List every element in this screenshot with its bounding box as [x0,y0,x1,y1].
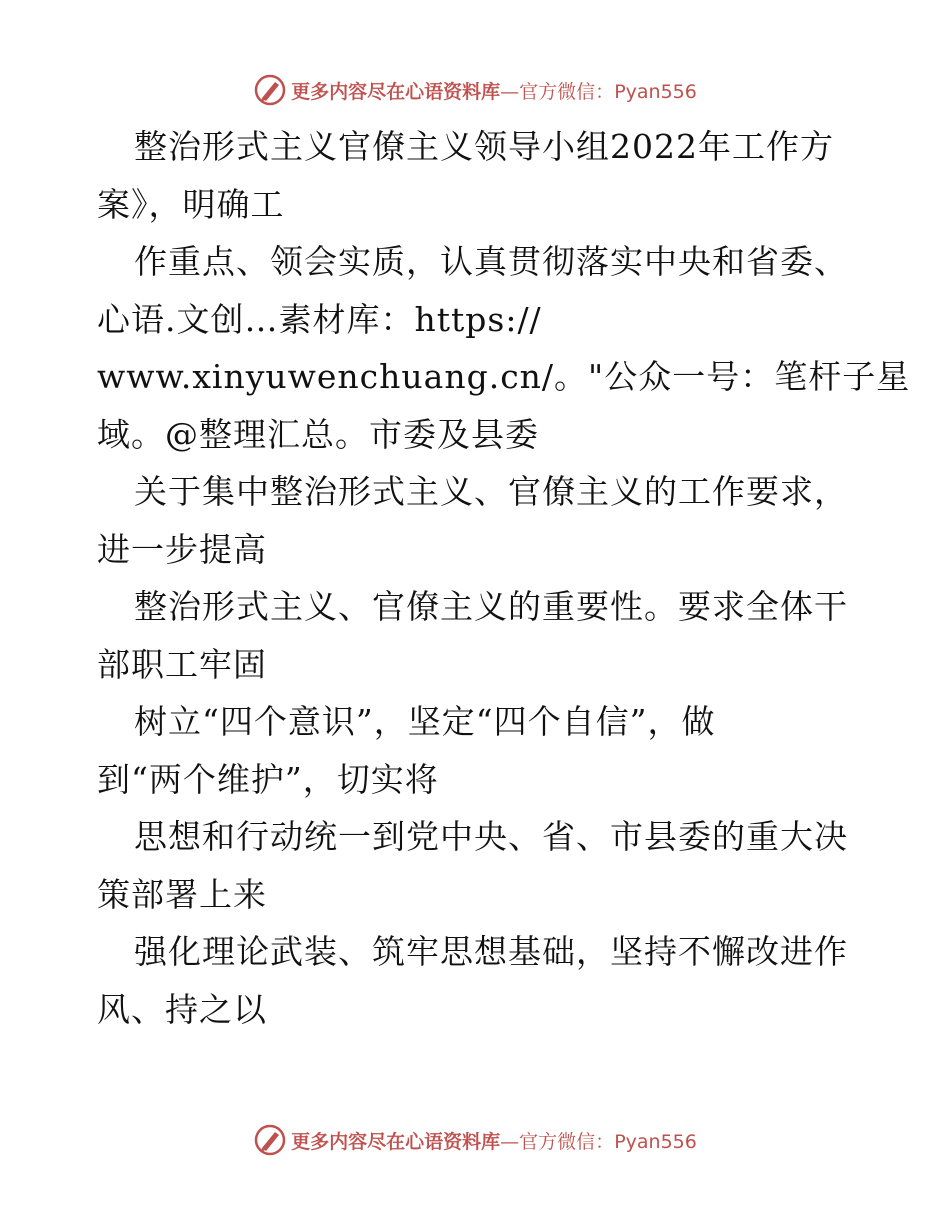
text-line: 风、持之以 [97,989,267,1029]
document-body [97,118,911,1038]
header-banner [0,70,950,110]
banner-label: 官方微信： [519,80,615,103]
paragraph [97,808,857,923]
paragraph [97,118,857,233]
paragraph [97,693,857,808]
pen-logo-icon [253,73,287,107]
paragraph [97,463,857,578]
text-line: 整治形式主义官僚主义领导小组2022年工作方 [134,127,834,166]
text-line: 到“两个维护”，切实将 [97,759,439,799]
text-line: 部职工牢固 [97,644,267,684]
text-line: 作重点、领会实质，认真贯彻落实中央和省委、 [134,242,848,281]
text-line: 整治形式主义、官僚主义的重要性。要求全体干 [134,587,848,626]
banner-label: 官方微信： [519,1130,615,1153]
paragraph [97,578,857,693]
banner-main: 更多内容尽在心语资料库 [291,80,501,103]
text-line: 进一步提高 [97,529,267,569]
banner-separator: — [500,1130,520,1153]
banner-wechat-id: Pyan556 [614,1130,697,1153]
banner-wechat-id: Pyan556 [614,80,697,103]
text-line: 思想和行动统一到党中央、省、市县委的重大决 [134,817,848,856]
paragraph [97,923,857,1038]
banner-text [291,1127,697,1154]
pen-logo-icon [253,1123,287,1157]
footer-banner [0,1120,950,1160]
paragraph [97,233,911,463]
text-line: 心语.文创…素材库：https:// [97,299,542,339]
text-line: 关于集中整治形式主义、官僚主义的工作要求， [134,472,848,511]
text-line: 域。@整理汇总。市委及县委 [97,414,539,454]
text-line: 树立“四个意识”，坚定“四个自信”，做 [134,702,716,741]
text-line: 强化理论武装、筑牢思想基础，坚持不懈改进作 [134,932,848,971]
text-line: 策部署上来 [97,874,267,914]
banner-separator: — [500,80,520,103]
banner-main: 更多内容尽在心语资料库 [291,1130,501,1153]
text-line: www.xinyuwenchuang.cn/。"公众一号：笔杆子星 [97,357,911,396]
banner-text [291,77,697,104]
text-line: 案》，明确工 [97,184,285,224]
